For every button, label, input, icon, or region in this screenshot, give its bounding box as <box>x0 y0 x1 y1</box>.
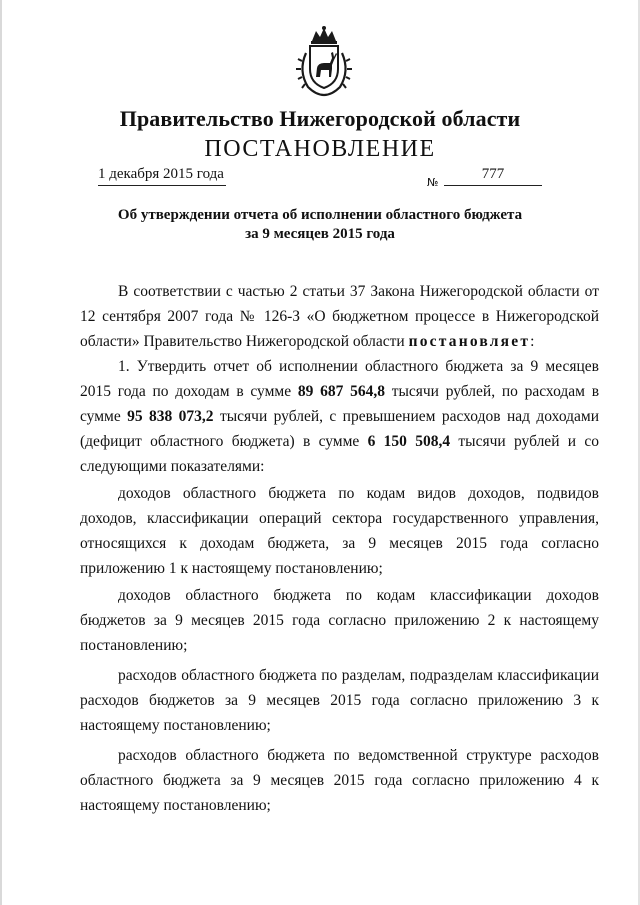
subject-line-2: за 9 месяцев 2015 года <box>245 226 395 242</box>
paragraph-item-1 <box>80 354 599 479</box>
preamble-end: : <box>530 333 535 350</box>
document-body <box>80 279 599 818</box>
document-number: 777 <box>444 166 542 186</box>
paragraph-appendix-4: расходов областного бюджета по ведомственной структуре расходов областного бюджета за 9 месяцев 2015 года согласно приложению 4 к настоящему постановлению; <box>80 747 599 814</box>
item-1-text-c: тысячи рублей, с превышением расходов над доходами (дефицит областного бюджета) в сумме <box>80 408 599 450</box>
paragraph-preamble <box>80 279 599 354</box>
decree-word: постановляет <box>408 333 531 350</box>
income-amount: 89 687 564,8 <box>297 383 385 400</box>
paragraph-appendix-2: доходов областного бюджета по кодам классификации доходов бюджетов за 9 месяцев 2015 года согласно приложению 2 к настоящему постановлению; <box>80 587 599 654</box>
preamble-text: В соответствии с частью 2 статьи 37 Закона Нижегородской области от 12 сентября 2007 года № 126-З «О бюджетном процессе в Нижегородской области» Правительство Нижегородской области <box>80 283 599 350</box>
item-1-text-d: тысячи рублей и со следующими показателями: <box>80 433 600 475</box>
coat-of-arms-icon <box>294 25 354 97</box>
item-1-text-b: тысячи рублей, по расходам в сумме <box>80 383 600 425</box>
expense-amount: 95 838 073,2 <box>127 408 214 425</box>
document-subject <box>0 206 640 244</box>
document-date: 1 декабря 2015 года <box>98 166 226 186</box>
paragraph-appendix-1: доходов областного бюджета по кодам видов доходов, подвидов доходов, классификации операций сектора государственного управления, относящихся к доходам бюджета, за 9 месяцев 2015 года согласно приложению 1 к настоящему постановлению; <box>80 485 599 577</box>
paragraph-appendix-3: расходов областного бюджета по разделам, подразделам классификации расходов бюджетов за 9 месяцев 2015 года согласно приложению 3 к настоящему постановлению; <box>80 667 599 734</box>
item-1-text-a: 1. Утвердить отчет об исполнении областного бюджета за 9 месяцев 2015 года по доходам в сумме <box>80 358 599 400</box>
document-type: ПОСТАНОВЛЕНИЕ <box>204 136 436 162</box>
number-label: № <box>427 176 439 189</box>
deficit-amount: 6 150 508,4 <box>367 433 451 450</box>
government-title: Правительство Нижегородской области <box>119 106 521 131</box>
subject-line-1: Об утверждении отчета об исполнении областного бюджета <box>117 207 523 223</box>
